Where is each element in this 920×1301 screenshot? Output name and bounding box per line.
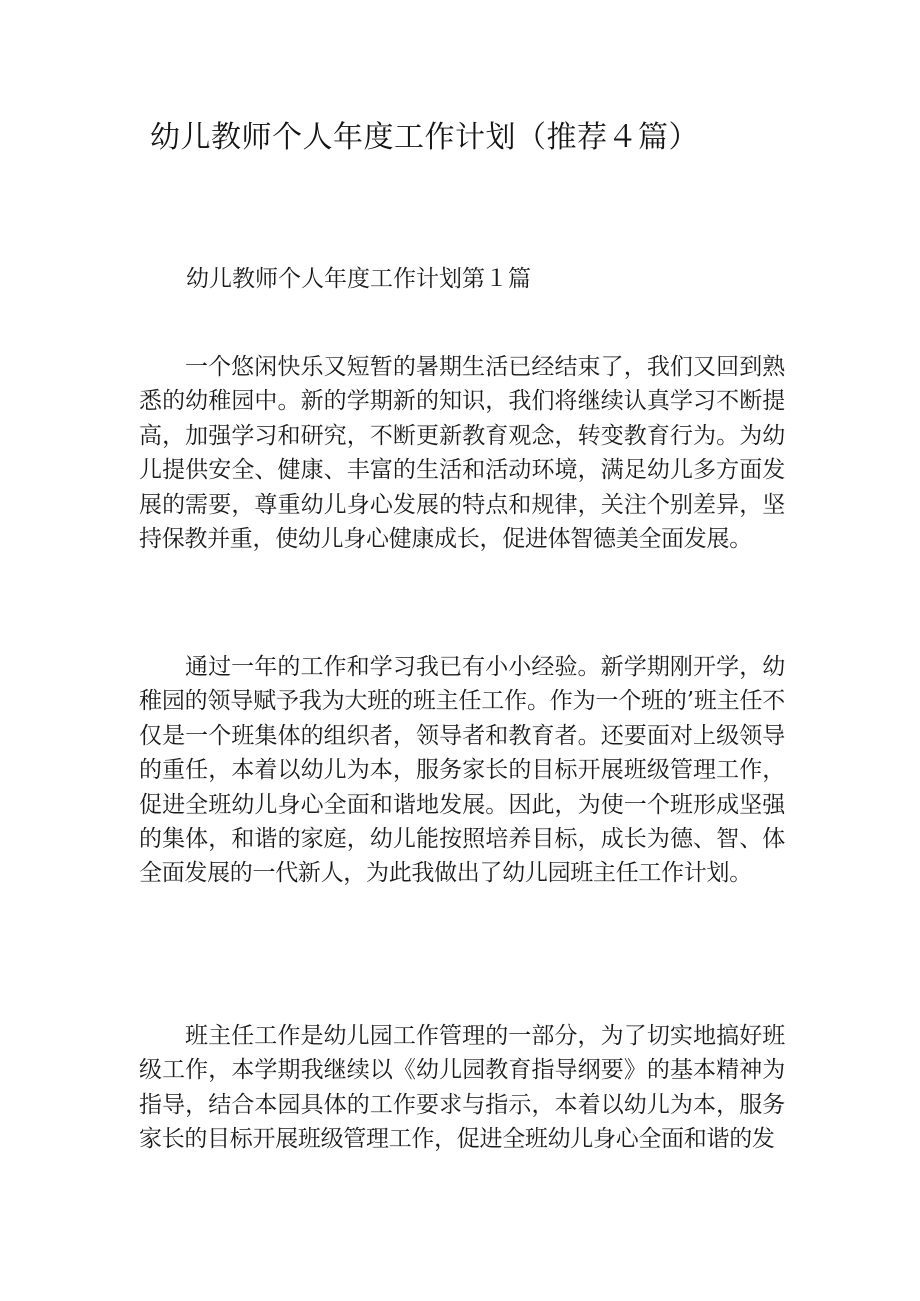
document-title: 幼儿教师个人年度工作计划（推荐４篇） [150, 120, 699, 155]
paragraph-1: 一个悠闲快乐又短暂的暑期生活已经结束了，我们又回到熟悉的幼稚园中。新的学期新的知识，我们将继续认真学习不断提高，加强学习和研究，不断更新教育观念，转变教育行为。为幼儿提供安全、健康、丰富的生活和活动环境，满足幼儿多方面发展的需要，尊重幼儿身心发展的特点和规律，关注个别差异，坚持保教并重，使幼儿身心健康成长，促进体智德美全面发展。 [139, 354, 785, 553]
section-heading: 幼儿教师个人年度工作计划第１篇 [186, 266, 531, 292]
paragraph-3: 班主任工作是幼儿园工作管理的一部分，为了切实地搞好班级工作，本学期我继续以《幼儿园教育指导纲要》的基本精神为指导，结合本园具体的工作要求与指示，本着以幼儿为本，服务家长的目标开展班级管理工作，促进全班幼儿身心全面和谐的发 [139, 1023, 785, 1153]
paragraph-2: 通过一年的工作和学习我已有小小经验。新学期刚开学，幼稚园的领导赋予我为大班的班主任工作。作为一个班的’班主任不仅是一个班集体的组织者，领导者和教育者。还要面对上级领导的重任，本着以幼儿为本，服务家长的目标开展班级管理工作，促进全班幼儿身心全面和谐地发展。因此，为使一个班形成坚强的集体，和谐的家庭，幼儿能按照培养目标，成长为德、智、体全面发展的一代新人，为此我做出了幼儿园班主任工作计划。 [139, 654, 785, 887]
